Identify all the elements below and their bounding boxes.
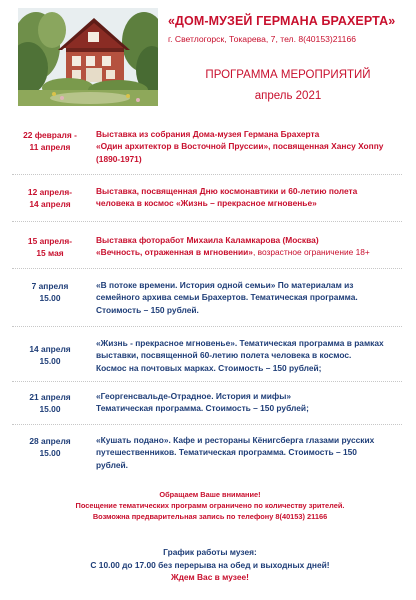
museum-title: «ДОМ-МУЗЕЙ ГЕРМАНА БРАХЕРТА»	[168, 14, 396, 28]
event-date	[12, 343, 88, 367]
event-text-line: (1890-1971)	[96, 153, 142, 164]
event-date-line: 14 апреля	[29, 344, 71, 354]
event-text-line: Выставка фоторабот Михаила Каламкарова (Москва)	[96, 235, 319, 245]
divider	[12, 174, 402, 175]
event-text-line: рублей.	[96, 459, 128, 470]
event-text-line: человека в космос «Жизнь – прекрасное мгновенье»	[96, 198, 317, 209]
event-text-line	[96, 246, 398, 258]
event-text-line: «Жизнь - прекрасное мгновенье». Тематическая программа в рамках	[96, 338, 384, 348]
event-date-line: 22 февраля -	[23, 130, 77, 140]
notice-heading: Обращаем Ваше внимание!	[159, 490, 261, 499]
event-date-line: 12 апреля-	[27, 187, 73, 197]
opening-hours-text: С 10.00 до 17.00 без перерыва на обед и выходных дней!	[90, 559, 330, 570]
event-date-line: 14 апреля	[29, 199, 71, 209]
event-date-line: 15.00	[39, 356, 61, 366]
event-text-line: Выставка, посвященная Дню космонавтики и 60-летию полета	[96, 186, 358, 196]
event-date-line: 15.00	[39, 404, 61, 414]
event-text-line: семейного архива семьи Брахертов. Тематическая программа.	[96, 292, 358, 303]
event-description	[96, 390, 398, 415]
event-date	[12, 129, 88, 153]
event-date	[12, 186, 88, 210]
event-description	[96, 337, 398, 374]
program-month: апрель 2021	[254, 90, 322, 102]
event-description	[96, 279, 398, 316]
event-date-line: 15 апреля-	[27, 236, 73, 246]
attention-notice	[40, 489, 380, 522]
notice-line: Посещение тематических программ ограничено по количеству зрителей.	[75, 501, 345, 510]
opening-hours-title: График работы музея:	[163, 547, 257, 557]
event-date	[12, 435, 88, 459]
divider	[12, 424, 402, 425]
divider	[12, 221, 402, 222]
divider	[12, 381, 402, 382]
event-text-line: выставки, посвященной 60-летию полета человека в космос.	[96, 350, 352, 361]
program-title: ПРОГРАММА МЕРОПРИЯТИЙ	[205, 69, 371, 81]
event-text-line: «В потоке времени. История одной семьи» По материалам из	[96, 280, 354, 290]
event-date-line: 28 апреля	[29, 436, 71, 446]
event-date-line: 15.00	[39, 293, 61, 303]
event-text-line: «Один архитектор в Восточной Пруссии», посвященная Хансу Хоппу	[96, 141, 384, 152]
event-date-line: 15 мая	[36, 248, 64, 258]
event-description	[96, 128, 398, 165]
divider	[12, 326, 402, 327]
event-text-line: Выставка из собрания Дома-музея Германа Брахерта	[96, 129, 320, 139]
event-text-line: путешественников. Тематическая программа. Стоимость – 150	[96, 447, 357, 458]
event-text-line: Стоимость – 150 рублей.	[96, 304, 199, 315]
event-text-line: Космос на почтовых марках. Стоимость – 150 рублей;	[96, 362, 322, 373]
welcome-text: Ждем Вас в музее!	[171, 572, 249, 582]
event-date	[12, 391, 88, 415]
event-text-line: «Георгенсвальде-Отрадное. История и мифы»	[96, 391, 292, 401]
age-restriction-note: , возрастное ограничение 18+	[252, 247, 370, 258]
museum-address: г. Светлогорск, Токарева, 7, тел. 8(40153)21166	[168, 34, 357, 44]
event-date	[12, 235, 88, 259]
event-date-line: 21 апреля	[29, 392, 71, 402]
event-date-line: 11 апреля	[29, 142, 71, 152]
event-date-line: 15.00	[39, 448, 61, 458]
event-text-line: Тематическая программа. Стоимость – 150 рублей;	[96, 403, 309, 414]
event-description	[96, 434, 398, 471]
divider	[12, 268, 402, 269]
event-date-line: 7 апреля	[31, 281, 69, 291]
event-text-line: «Кушать подано». Кафе и рестораны Кёнигсберга глазами русских	[96, 435, 375, 445]
opening-hours	[40, 546, 380, 584]
museum-house-painting	[18, 8, 158, 106]
notice-line: Возможна предварительная запись по телефону 8(40153) 21166	[92, 512, 328, 521]
event-date	[12, 280, 88, 304]
event-description	[96, 234, 398, 259]
event-description	[96, 185, 398, 210]
event-title: «Вечность, отраженная в мгновении»	[96, 247, 253, 258]
